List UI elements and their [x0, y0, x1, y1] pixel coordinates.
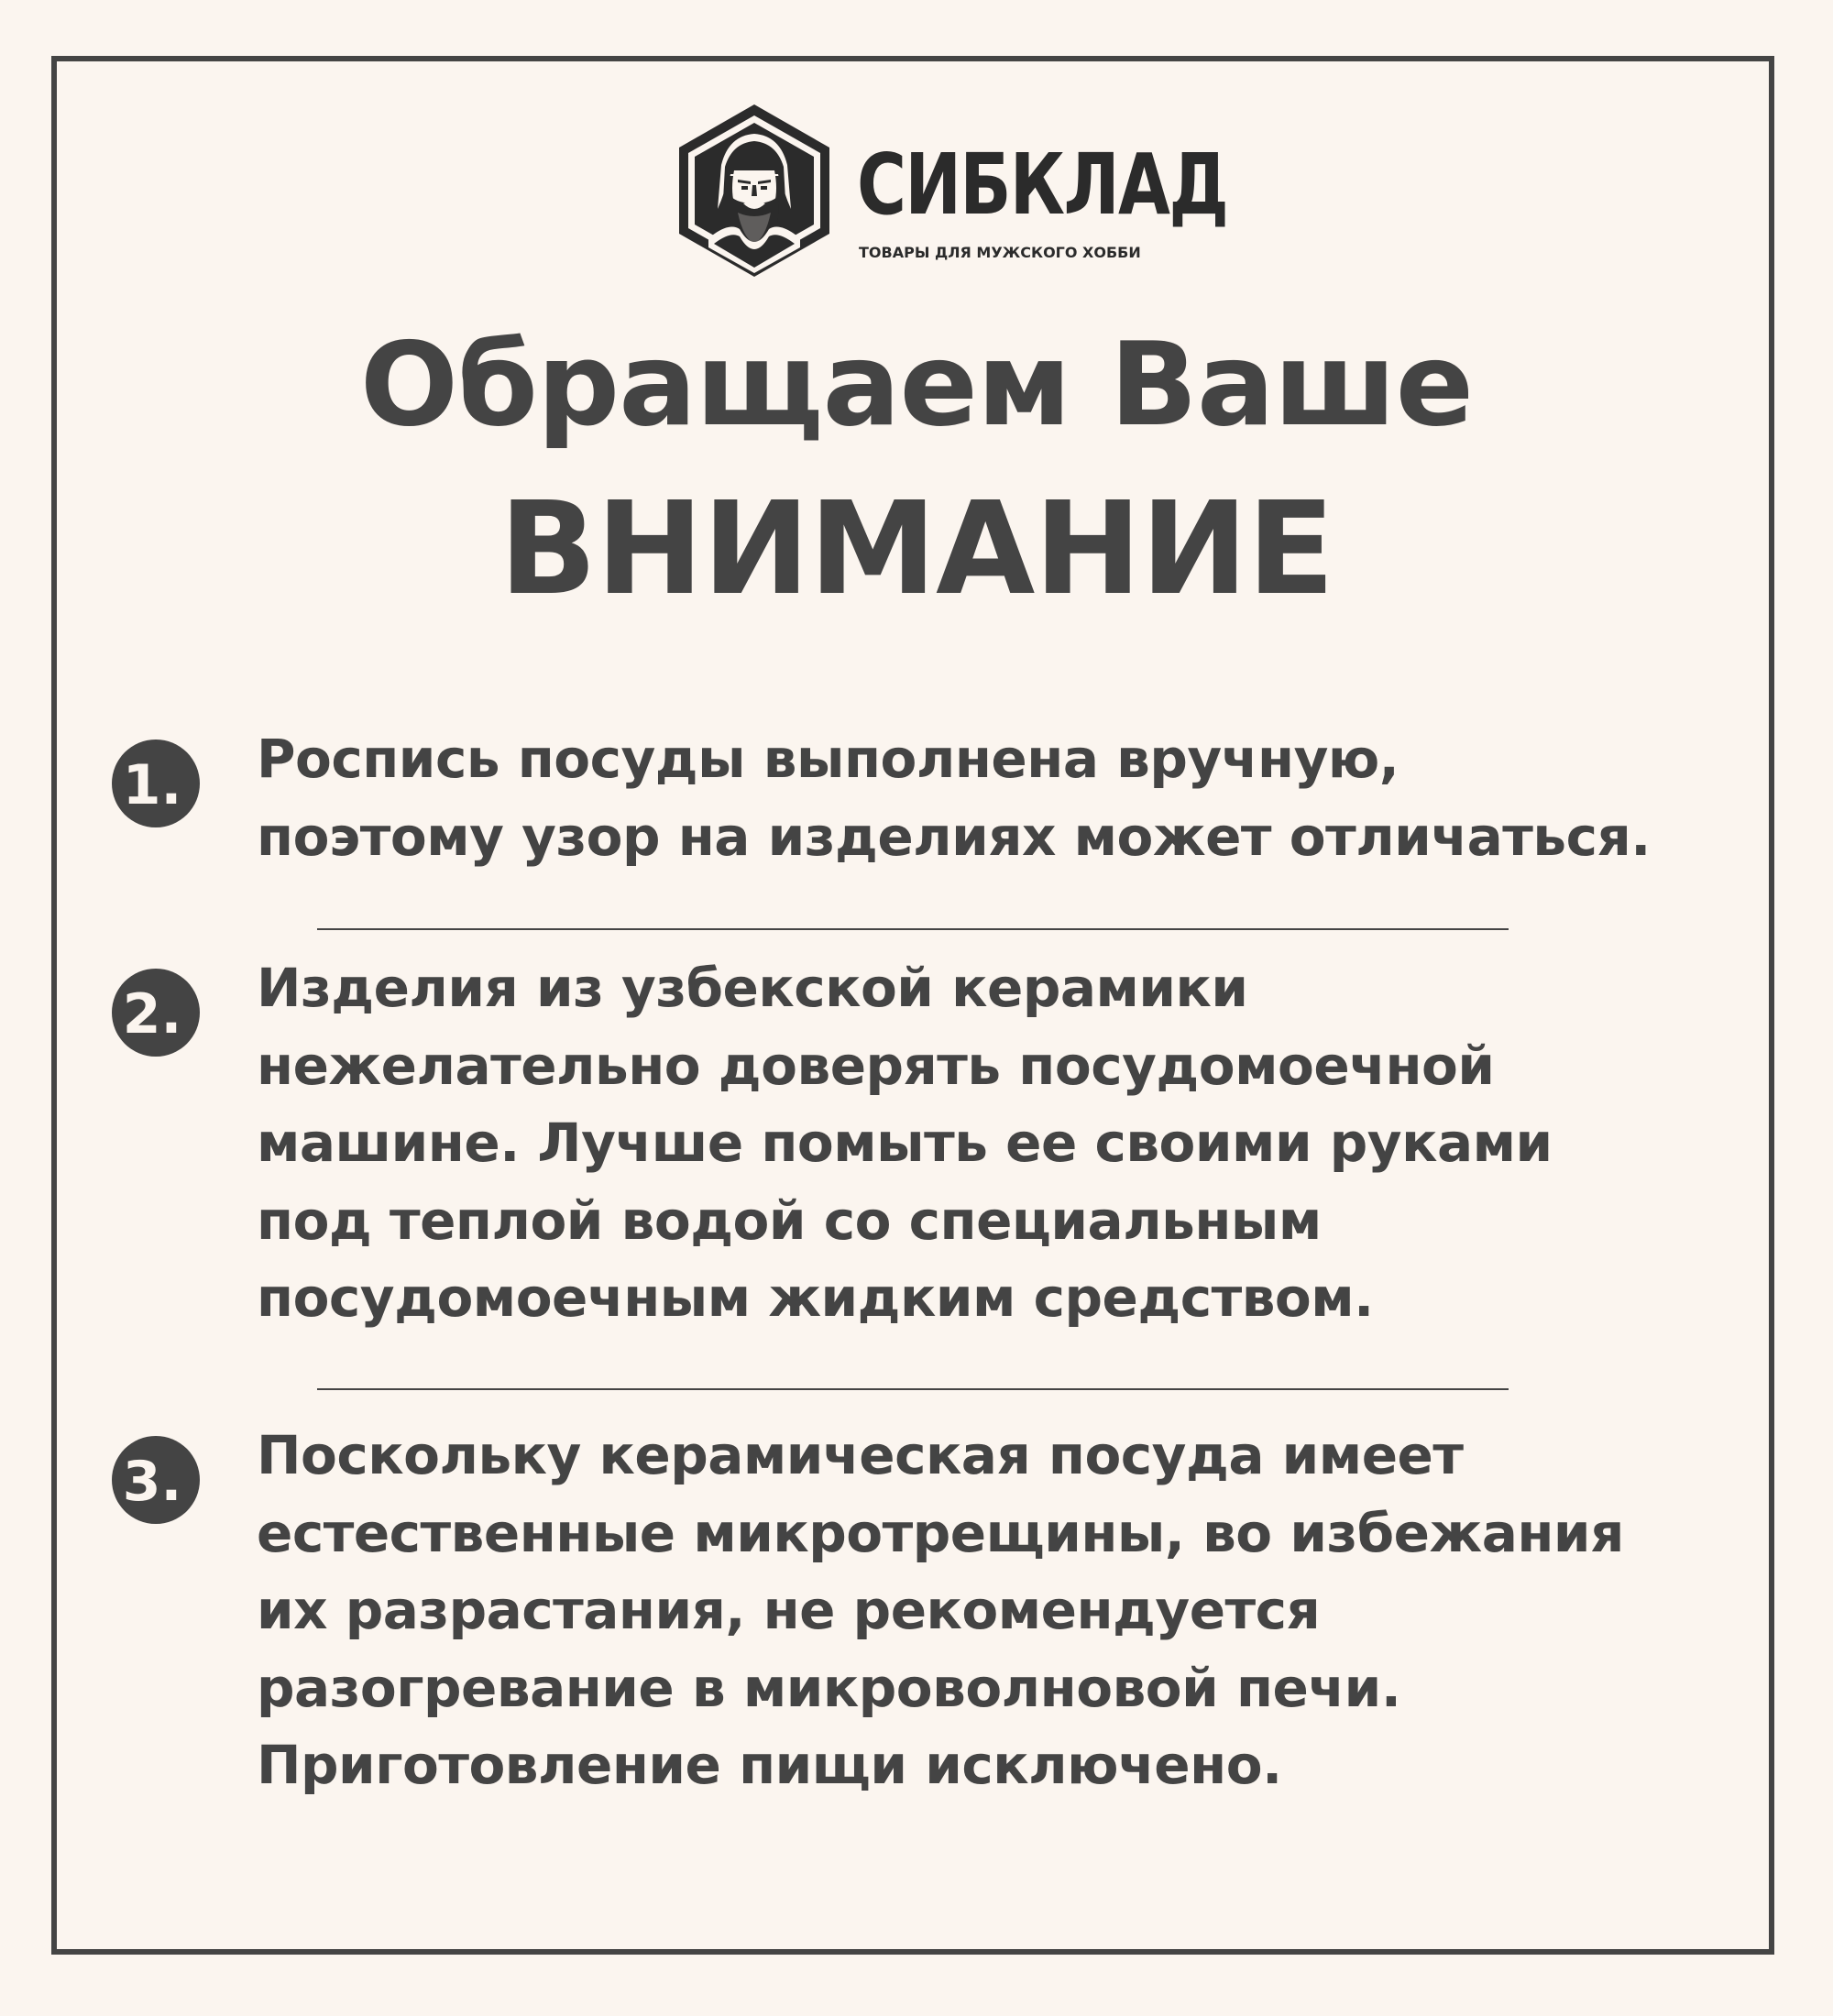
brand-logo	[674, 101, 1228, 284]
notice-item-3-line: разогревание в микроволновой печи.	[257, 1656, 1401, 1719]
notice-item-1-line: Роспись посуды выполнена вручную,	[257, 728, 1399, 790]
number-badge-2	[110, 966, 203, 1059]
page-title-line1: Обращаем Ваше	[359, 317, 1474, 452]
number-badge-3-label: 3.	[122, 1450, 182, 1514]
number-badge-1-label: 1.	[122, 753, 182, 817]
notice-item-3-line: Поскольку керамическая посуда имеет	[257, 1424, 1464, 1486]
notice-item-2-line: машине. Лучше помыть ее своими руками	[257, 1112, 1553, 1174]
divider-1	[317, 928, 1509, 930]
page-title-line2: ВНИМАНИЕ	[499, 475, 1334, 624]
brand-name: СИБКЛАД	[857, 136, 1228, 234]
notice-item-2-line: посудомоечным жидким средством.	[257, 1266, 1374, 1329]
number-badge-2-label: 2.	[122, 982, 182, 1046]
notice-item-2-line: нежелательно доверять посудомоечной	[257, 1034, 1495, 1097]
number-badge-1	[110, 737, 203, 830]
notice-item-3-line: Приготовление пищи исключено.	[257, 1734, 1282, 1796]
notice-item-1-text	[257, 720, 1833, 875]
notice-item-3-line: естественные микротрещины, во избежания	[257, 1501, 1624, 1564]
notice-item-1-line: поэтому узор на изделиях может отличаться.	[257, 805, 1651, 868]
brand-tagline: ТОВАРЫ ДЛЯ МУЖСКОГО ХОББИ	[859, 244, 1141, 261]
notice-item-2-line: Изделия из узбекской керамики	[257, 957, 1248, 1019]
notice-item-3-text	[257, 1417, 1833, 1804]
divider-2	[317, 1388, 1509, 1390]
notice-item-2-text	[257, 949, 1833, 1337]
number-badge-3	[110, 1433, 203, 1527]
notice-item-2-line: под теплой водой со специальным	[257, 1189, 1322, 1252]
notice-item-3-line: их разрастания, не рекомендуется	[257, 1579, 1321, 1641]
bearded-man-hexagon-icon	[674, 101, 835, 280]
